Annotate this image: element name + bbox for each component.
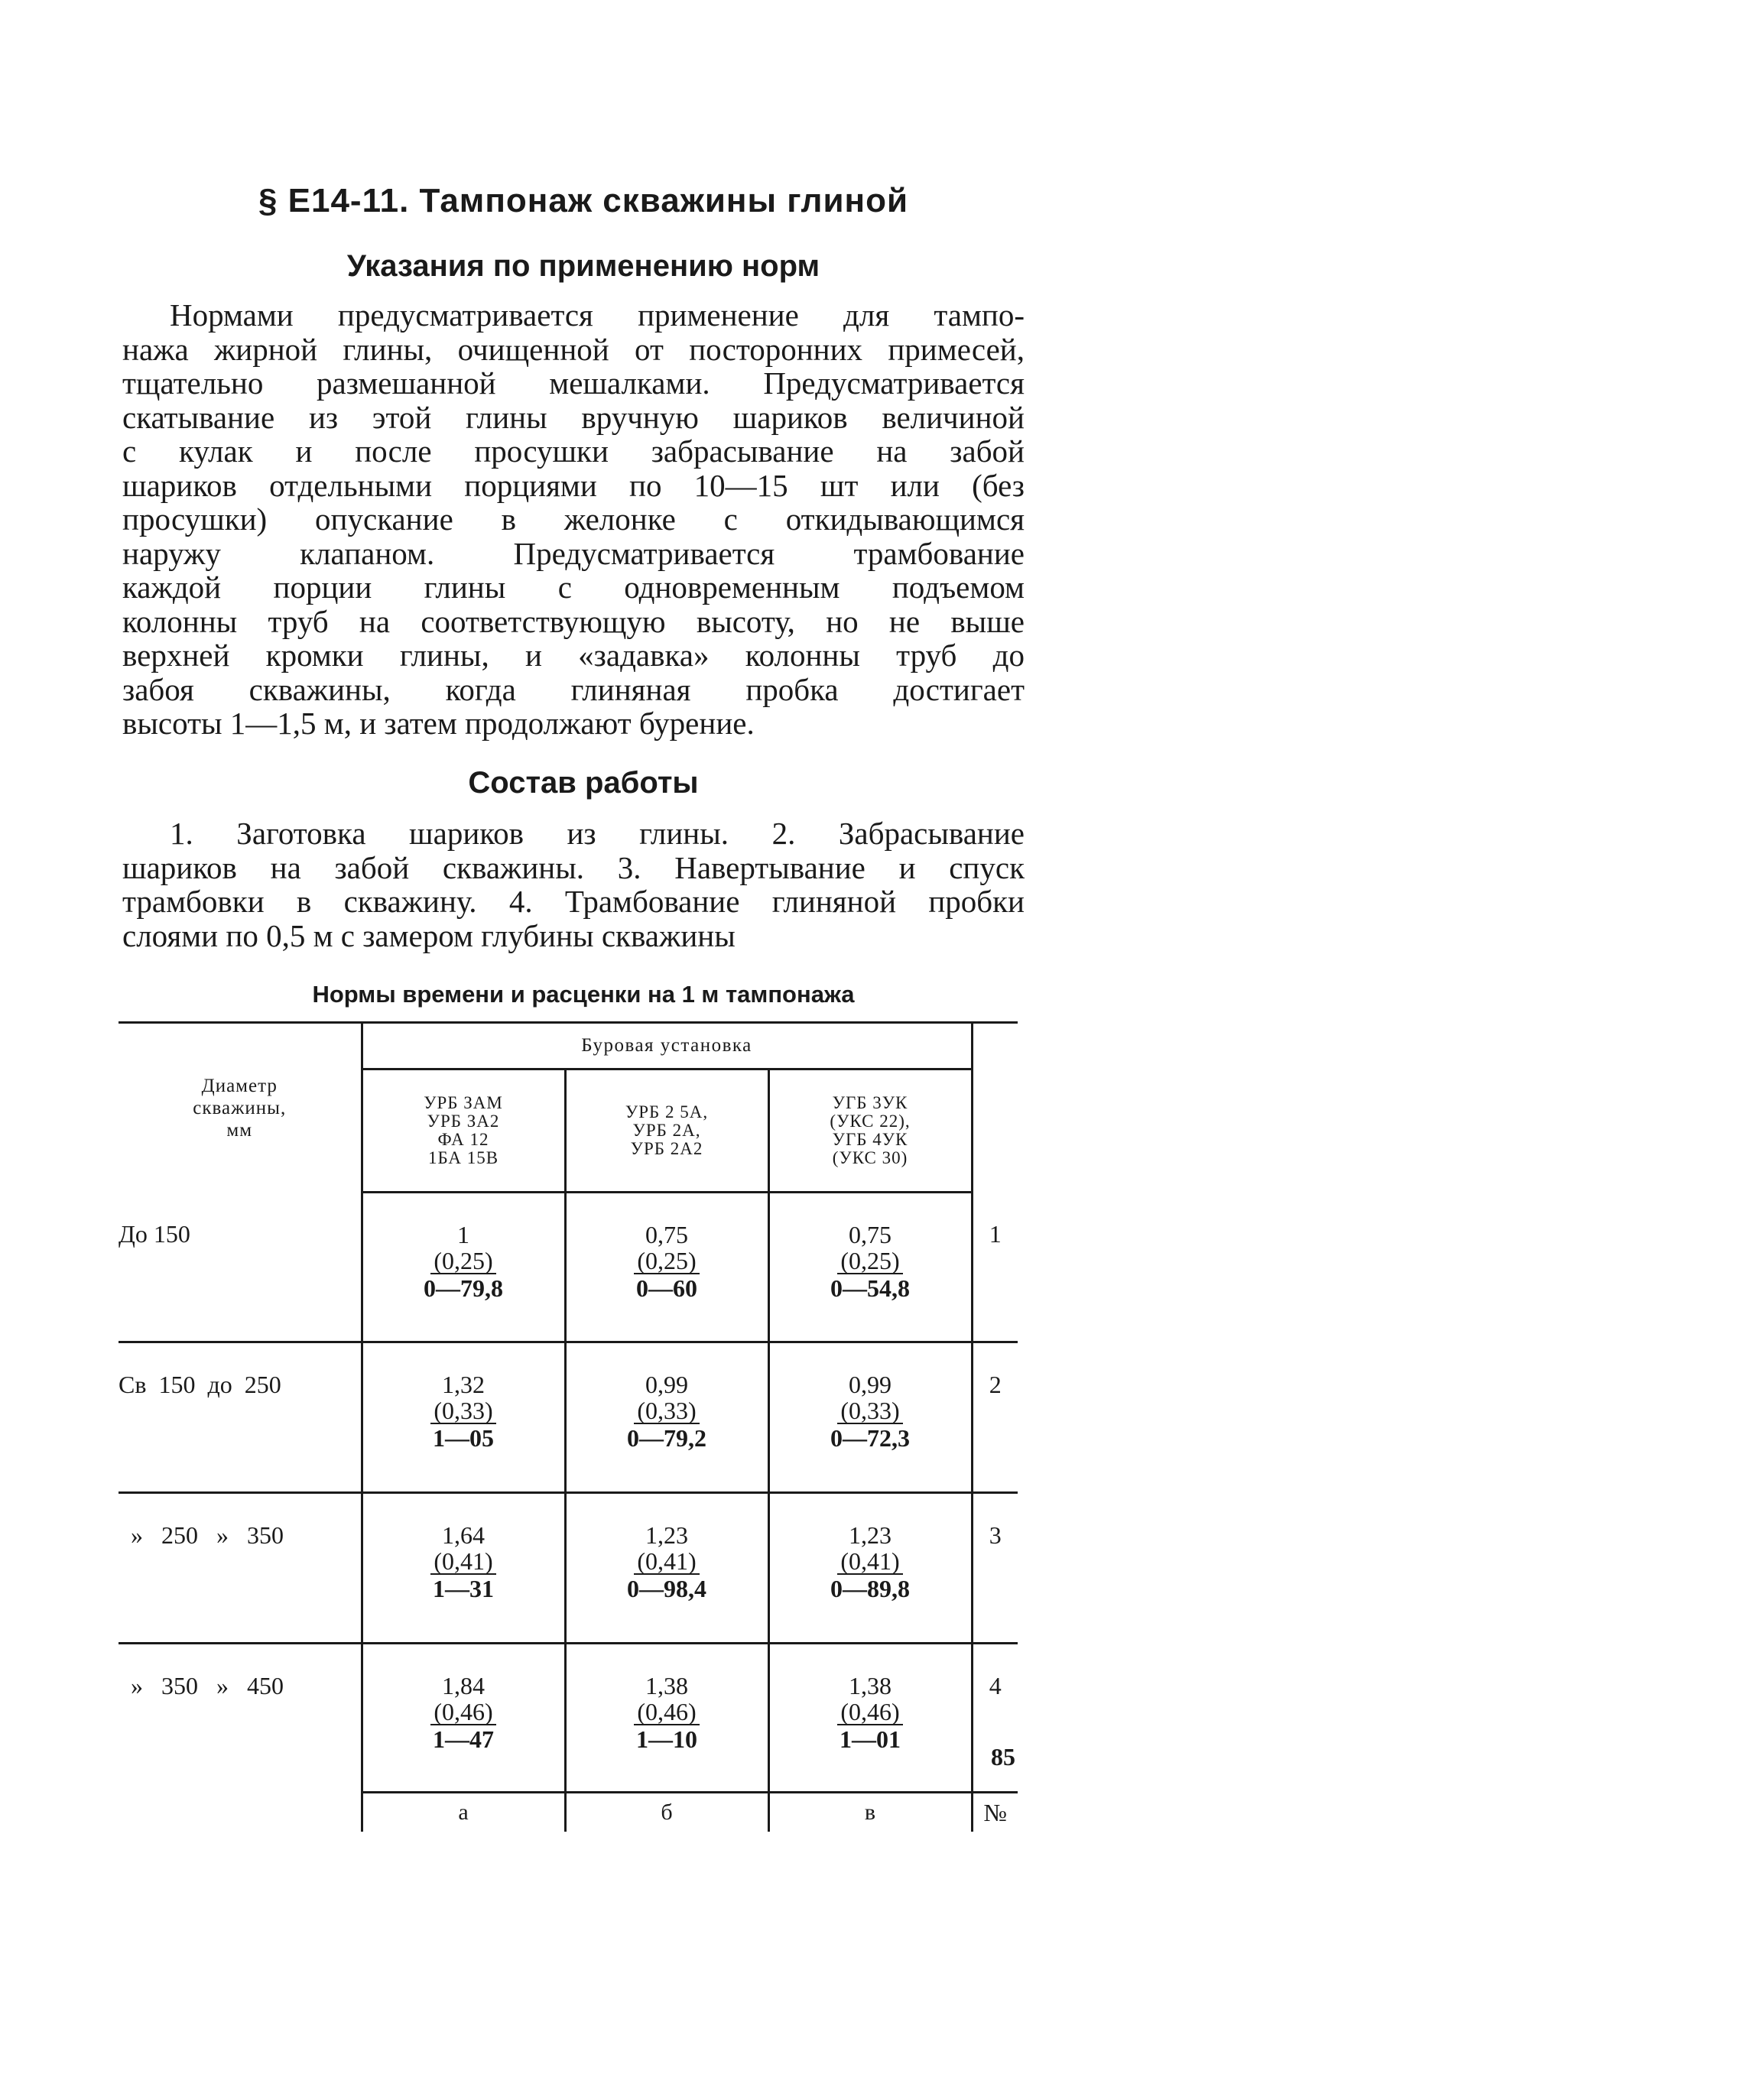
value-cell bbox=[565, 1492, 768, 1643]
norm-value: 1,84 bbox=[442, 1671, 485, 1699]
paragraph-line: 1. Заготовка шариков из глины. 2. Забрасывание bbox=[170, 816, 1025, 851]
value-cell bbox=[565, 1193, 768, 1342]
paragraph-line: высоты 1—1,5 м, и затем продолжают бурение. bbox=[122, 706, 755, 741]
rig-type-line: УРБ ЗАМ bbox=[424, 1093, 503, 1112]
value-cell bbox=[768, 1643, 972, 1793]
price-value: 1—05 bbox=[433, 1423, 494, 1452]
crew-value: (0,33) bbox=[430, 1398, 495, 1424]
rig-type-line: УРБ 2 5А, bbox=[625, 1102, 709, 1121]
diameter-cell: Св 150 до 250 bbox=[119, 1342, 362, 1492]
rig-type-line: 1БА 15В bbox=[427, 1148, 499, 1167]
crew-value: (0,25) bbox=[430, 1248, 495, 1274]
paragraph-line: скатывание из этой глины вручную шариков величиной bbox=[122, 399, 1025, 435]
paragraph-line: слоями по 0,5 м с замером глубины скважины bbox=[122, 917, 736, 953]
crew-value: (0,46) bbox=[430, 1699, 495, 1725]
norm-value: 0,75 bbox=[849, 1221, 892, 1248]
value-cell bbox=[362, 1342, 565, 1492]
table-header-row bbox=[119, 1023, 1018, 1069]
guidance-heading: Указания по применению норм bbox=[346, 249, 820, 283]
crew-value: (0,25) bbox=[837, 1248, 902, 1274]
norm-value: 1,38 bbox=[849, 1671, 892, 1699]
table-row bbox=[119, 1643, 1018, 1793]
diameter-header-line: Диаметр bbox=[201, 1075, 278, 1096]
page-number: 85 bbox=[991, 1743, 1015, 1771]
rig-type-a bbox=[362, 1069, 565, 1193]
footer-number-sign: № bbox=[972, 1793, 1018, 1832]
footer-letter: б bbox=[565, 1793, 768, 1832]
footer-blank bbox=[119, 1793, 362, 1832]
crew-value: (0,33) bbox=[634, 1398, 699, 1424]
norm-value: 1,64 bbox=[442, 1521, 485, 1549]
rig-type-line: УРБ ЗА2 bbox=[427, 1112, 500, 1131]
table-row bbox=[119, 1193, 1018, 1342]
table-caption: Нормы времени и расценки на 1 м тампонажа bbox=[312, 981, 855, 1008]
number-column-header bbox=[972, 1023, 1018, 1193]
price-value: 1—31 bbox=[433, 1574, 494, 1602]
row-number: 4 bbox=[989, 1671, 1002, 1699]
table-footer-row bbox=[119, 1793, 1018, 1832]
paragraph-line: верхней кромки глины, и «задавка» колонны труб до bbox=[122, 638, 1025, 673]
paragraph-line: трамбовки в скважину. 4. Трамбование глиняной пробки bbox=[122, 884, 1025, 919]
table-row bbox=[119, 1342, 1018, 1492]
paragraph-line: забоя скважины, когда глиняная пробка достигает bbox=[122, 671, 1025, 707]
crew-value: (0,41) bbox=[634, 1549, 699, 1575]
rig-type-v bbox=[768, 1069, 972, 1193]
table-row bbox=[119, 1492, 1018, 1643]
price-value: 0—72,3 bbox=[830, 1423, 911, 1452]
price-value: 0—54,8 bbox=[830, 1274, 911, 1302]
price-value: 0—60 bbox=[636, 1274, 697, 1302]
crew-value: (0,41) bbox=[837, 1549, 902, 1575]
row-number: 2 bbox=[972, 1342, 1018, 1492]
rig-type-b bbox=[565, 1069, 768, 1193]
crew-value: (0,46) bbox=[634, 1699, 699, 1725]
diameter-cell: До 150 bbox=[119, 1193, 362, 1342]
paragraph-line: колонны труб на соответствующую высоту, но не выше bbox=[122, 603, 1025, 639]
diameter-header-line: скважины, bbox=[193, 1097, 287, 1118]
price-value: 1—47 bbox=[433, 1725, 494, 1753]
row-number: 1 bbox=[972, 1193, 1018, 1342]
paragraph-line: Нормами предусматривается применение для тампо- bbox=[170, 297, 1025, 333]
crew-value: (0,25) bbox=[634, 1248, 699, 1274]
norm-value: 1,32 bbox=[442, 1370, 485, 1398]
norm-value: 1,23 bbox=[849, 1521, 892, 1549]
guidance-paragraph bbox=[122, 298, 1025, 741]
price-value: 0—79,2 bbox=[627, 1423, 706, 1452]
footer-letter: в bbox=[768, 1793, 972, 1832]
paragraph-line: каждой порции глины с одновременным подъемом bbox=[122, 570, 1025, 605]
rig-header: Буровая установка bbox=[362, 1023, 972, 1069]
crew-value: (0,46) bbox=[837, 1699, 902, 1725]
rig-type-line: УРБ 2А, bbox=[632, 1121, 701, 1140]
paragraph-line: просушки) опускание в желонке с откидывающимся bbox=[122, 501, 1025, 537]
paragraph-line: нажа жирной глины, очищенной от посторонних примесей, bbox=[122, 331, 1025, 367]
diameter-header bbox=[119, 1023, 362, 1193]
diameter-cell: » 250 » 350 bbox=[119, 1492, 362, 1643]
work-paragraph bbox=[122, 816, 1025, 953]
footer-letter: а bbox=[362, 1793, 565, 1832]
norm-value: 0,75 bbox=[645, 1221, 688, 1248]
value-cell bbox=[768, 1342, 972, 1492]
rig-type-line: ФА 12 bbox=[437, 1130, 489, 1149]
crew-value: (0,41) bbox=[430, 1549, 495, 1575]
diameter-cell: » 350 » 450 bbox=[119, 1643, 362, 1793]
work-heading: Состав работы bbox=[468, 766, 699, 800]
rig-type-line: УГБ 3УК bbox=[832, 1093, 908, 1112]
norm-value: 1,23 bbox=[645, 1521, 688, 1549]
price-value: 0—79,8 bbox=[424, 1274, 503, 1302]
value-cell bbox=[362, 1492, 565, 1643]
rig-type-line: УРБ 2А2 bbox=[630, 1139, 703, 1158]
price-value: 1—10 bbox=[636, 1725, 697, 1753]
value-cell bbox=[768, 1492, 972, 1643]
paragraph-line: с кулак и после просушки забрасывание на забой bbox=[122, 433, 1025, 469]
section-title: § Е14-11. Тампонаж скважины глиной bbox=[258, 182, 909, 219]
price-value: 1—01 bbox=[840, 1725, 901, 1753]
paragraph-line: тщательно размешанной мешалками. Предусматривается bbox=[122, 365, 1025, 401]
norm-value: 1,38 bbox=[645, 1671, 688, 1699]
norms-table bbox=[119, 1021, 1018, 1832]
value-cell bbox=[768, 1193, 972, 1342]
price-value: 0—89,8 bbox=[830, 1574, 911, 1602]
value-cell bbox=[362, 1193, 565, 1342]
paragraph-line: наружу клапаном. Предусматривается трамбование bbox=[122, 535, 1025, 571]
row-number: 3 bbox=[972, 1492, 1018, 1643]
norm-value: 1 bbox=[457, 1221, 469, 1248]
paragraph-line: шариков отдельными порциями по 10—15 шт или (без bbox=[122, 467, 1025, 503]
norm-value: 0,99 bbox=[645, 1370, 688, 1398]
rig-type-line: (УКС 30) bbox=[832, 1148, 908, 1167]
rig-type-line: (УКС 22), bbox=[830, 1112, 911, 1131]
norm-value: 0,99 bbox=[849, 1370, 892, 1398]
diameter-header-line: мм bbox=[226, 1119, 253, 1141]
rig-type-line: УГБ 4УК bbox=[832, 1130, 908, 1149]
value-cell bbox=[362, 1643, 565, 1793]
paragraph-line: шариков на забой скважины. 3. Навертывание и спуск bbox=[122, 849, 1025, 885]
crew-value: (0,33) bbox=[837, 1398, 902, 1424]
value-cell bbox=[565, 1643, 768, 1793]
value-cell bbox=[565, 1342, 768, 1492]
price-value: 0—98,4 bbox=[627, 1574, 706, 1602]
